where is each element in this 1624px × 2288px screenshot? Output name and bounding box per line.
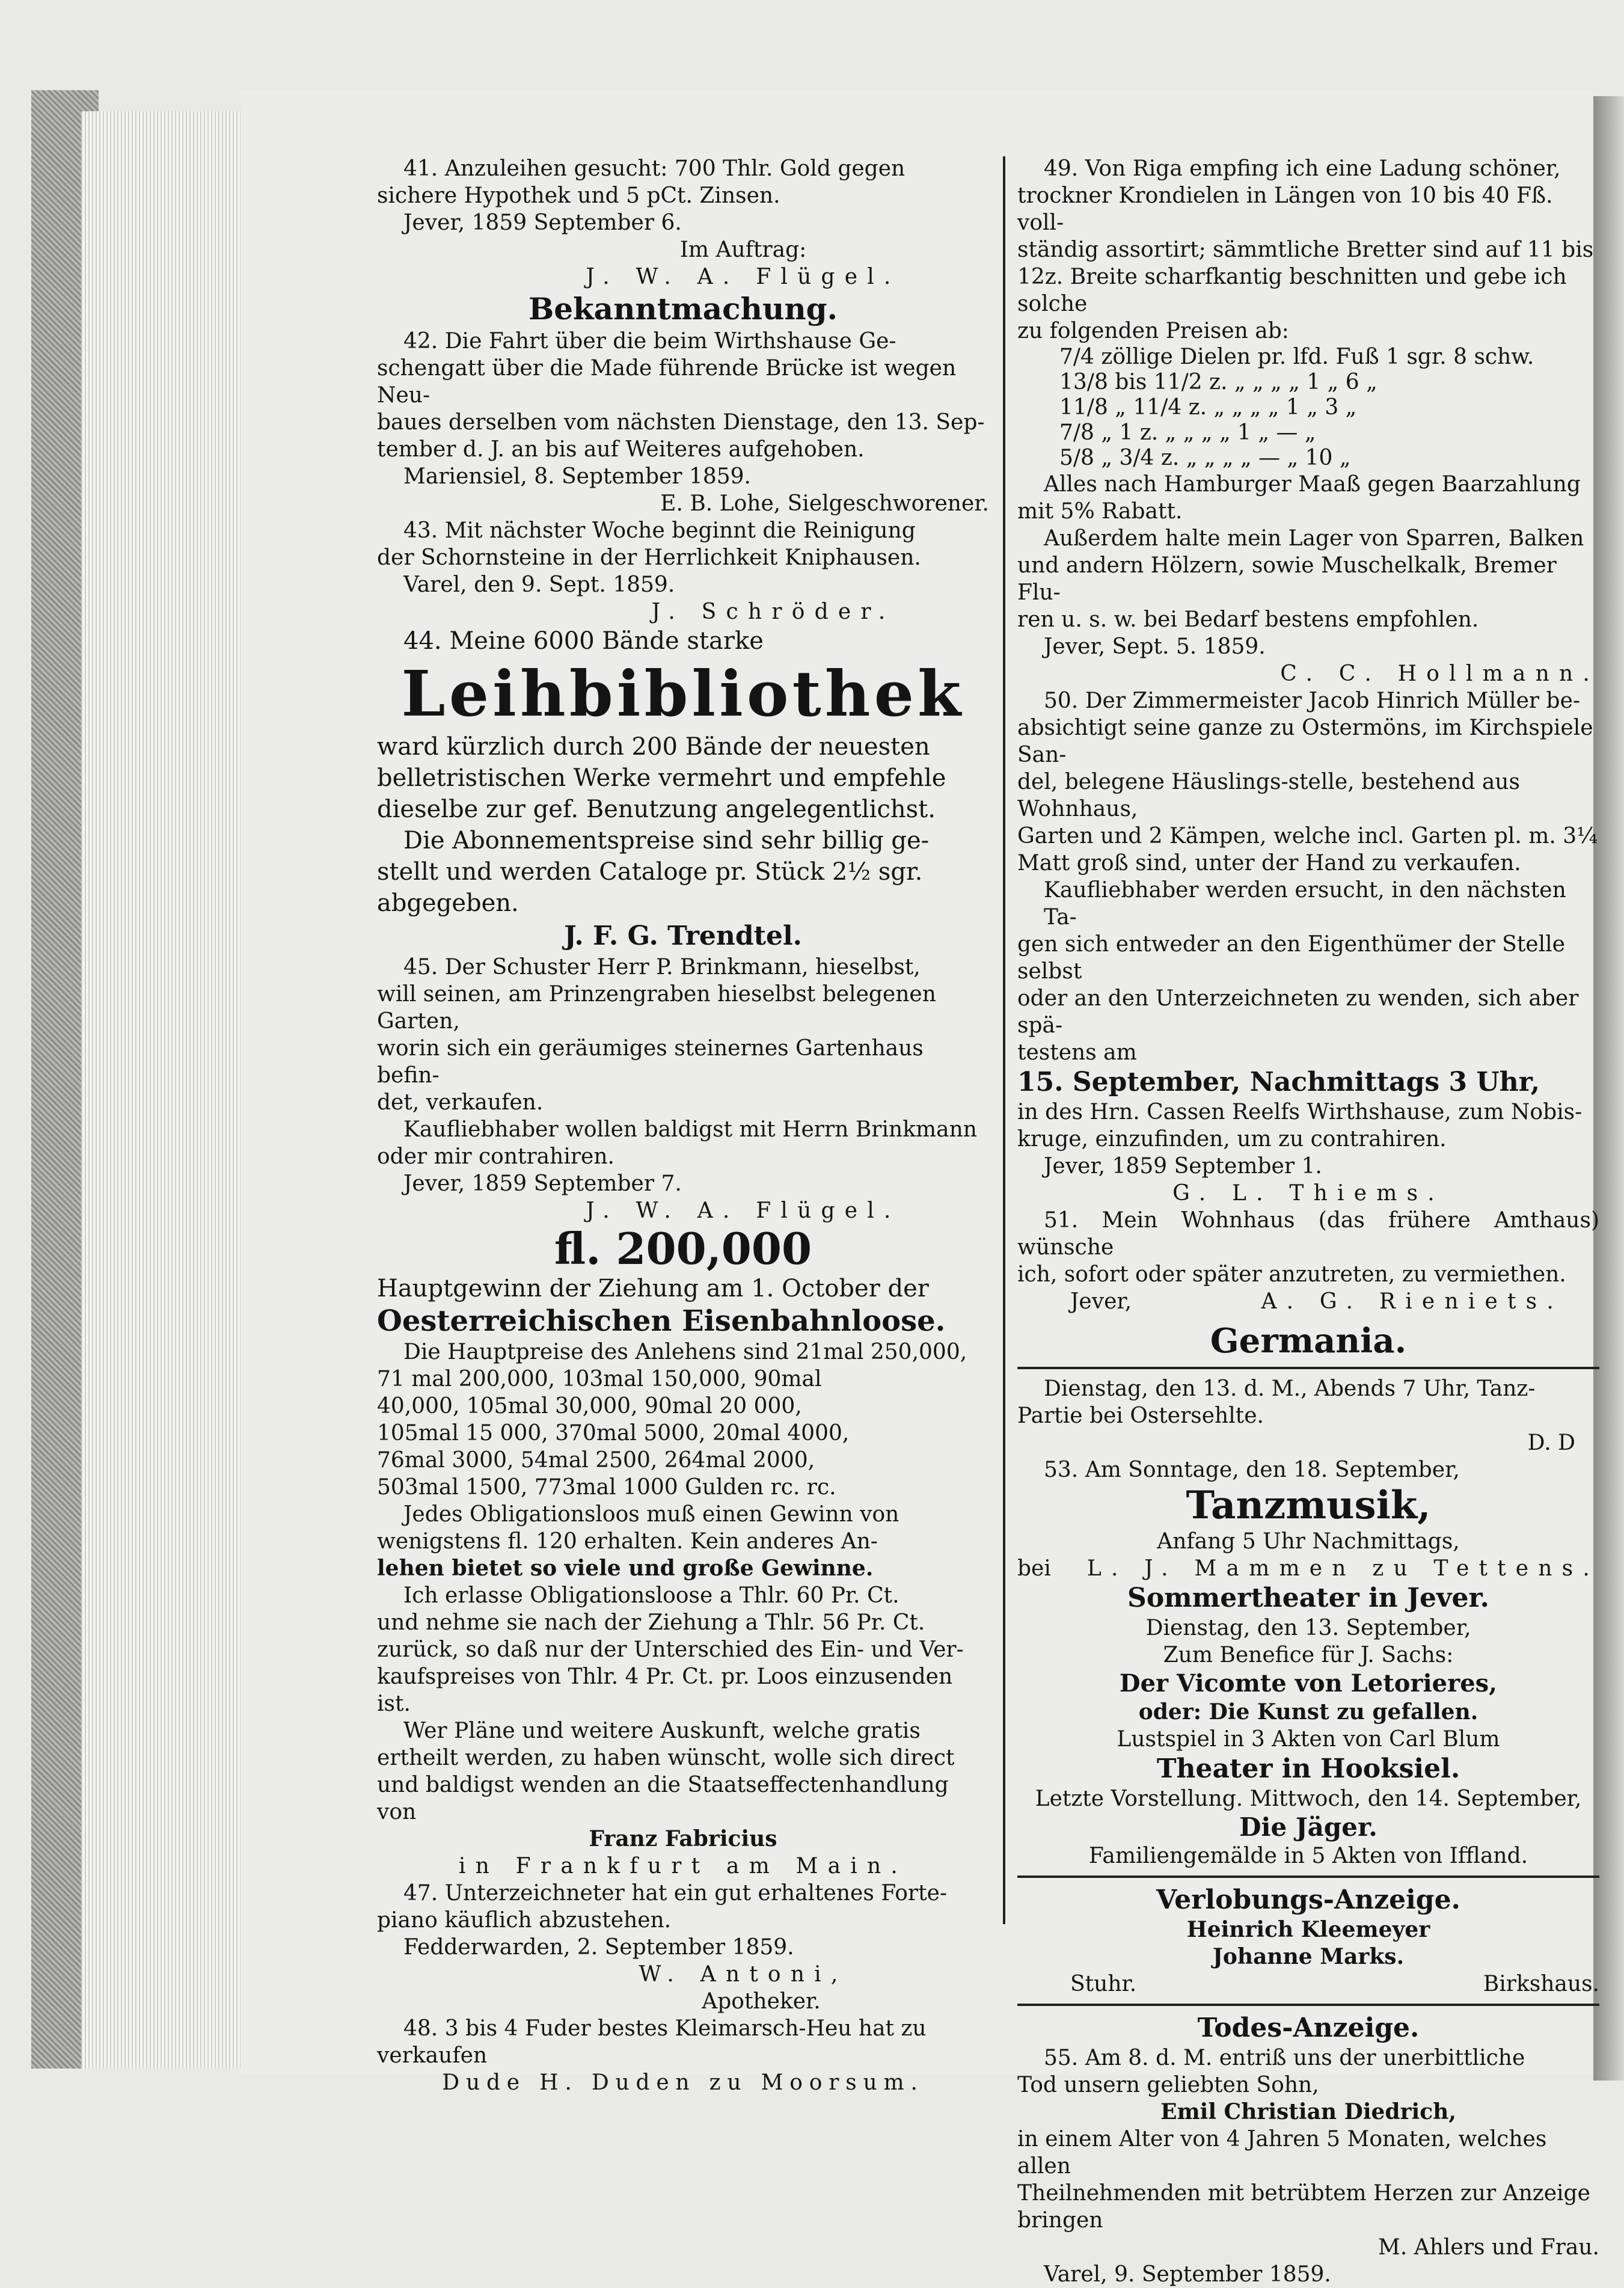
text-line: kruge, einzufinden, um zu contrahiren.: [1017, 1127, 1447, 1152]
text-line: 41. Anzuleihen gesucht: 700 Thlr. Gold gegen: [403, 156, 905, 181]
left-column: [377, 155, 989, 2096]
heading-bekanntmachung: Bekanntmachung.: [528, 291, 838, 327]
text-line: Birkshaus.: [1483, 1972, 1599, 1996]
text-line: Die Hauptpreise des Anlehens sind 21mal 250,000,: [403, 1340, 967, 1364]
price-row: 13/8 bis 11/2 z. „ „ „ „ 1 „ 6 „: [1059, 370, 1377, 394]
ad-46: [377, 1224, 989, 1880]
signature: J. W. A. Flügel.: [586, 1198, 901, 1223]
text-line: Dienstag, den 13. September,: [1145, 1616, 1471, 1640]
text-line: Stuhr.: [1070, 1972, 1137, 1996]
heading-eisenbahnloose: Oesterreichischen Eisenbahnloose.: [377, 1304, 946, 1338]
text-line: 50. Der Zimmermeister Jacob Hinrich Müller be-: [1044, 689, 1581, 713]
text-line: det, verkaufen.: [377, 1090, 544, 1115]
text-line: stellt und werden Cataloge pr. Stück 2½ sgr.: [377, 858, 923, 886]
text-line: Anfang 5 Uhr Nachmittags,: [1157, 1529, 1460, 1554]
text-line: Wer Pläne und weitere Auskunft, welche gratis: [403, 1719, 921, 1743]
divider: [1017, 1875, 1599, 1878]
text-line: belletristischen Werke vermehrt und empfehle: [377, 764, 946, 792]
price-row: 7/8 „ 1 z. „ „ „ „ 1 „ — „: [1059, 420, 1316, 445]
text-line: verkaufen: [377, 2043, 488, 2068]
text-line: 48. 3 bis 4 Fuder bestes Kleimarsch-Heu hat zu: [403, 2016, 927, 2041]
text-line: Apotheker.: [702, 1989, 821, 2014]
ad-44: [377, 625, 989, 954]
date-highlight: 15. September, Nachmittags 3 Uhr,: [1017, 1067, 1540, 1097]
signature-row: [1017, 1971, 1599, 1998]
text-line: ertheilt werden, zu haben wünscht, wolle sich direct: [377, 1746, 955, 1770]
text-line: abgegeben.: [377, 889, 519, 917]
text-line: Jedes Obligationsloos muß einen Gewinn von: [403, 1502, 899, 1527]
text-line: 503mal 1500, 773mal 1000 Gulden rc. rc.: [377, 1475, 836, 1500]
text-line: Fedderwarden, 2. September 1859.: [403, 1935, 794, 1960]
heading-fl-200000: fl. 200,000: [554, 1223, 812, 1274]
page-stack-edges: [81, 111, 242, 2069]
text-line: Heinrich Kleemeyer: [1186, 1917, 1430, 1942]
text-line: Jever,: [1070, 1289, 1132, 1314]
text-line: wenigstens fl. 120 erhalten. Kein anderes An-: [377, 1529, 878, 1554]
heading-sommertheater: Sommertheater in Jever.: [1127, 1583, 1489, 1613]
divider: [1017, 2004, 1599, 2006]
text-line: 47. Unterzeichneter hat ein gut erhaltenes Forte-: [403, 1881, 948, 1906]
text-line: Varel, den 9. Sept. 1859.: [403, 572, 675, 597]
text-line: 55. Am 8. d. M. entriß uns der unerbittliche: [1044, 2046, 1525, 2070]
signature: M. Ahlers und Frau.: [1377, 2235, 1599, 2260]
text-line: del, belegene Häuslings-stelle, bestehend aus Wohnhaus,: [1017, 770, 1520, 821]
ad-47: [377, 1880, 989, 2015]
heading-germania: Germania.: [1210, 1321, 1407, 1361]
text-line: Garten und 2 Kämpen, welche incl. Garten pl. m. 3¼: [1017, 824, 1598, 848]
text-line: 49. Von Riga empfing ich eine Ladung schöner,: [1044, 156, 1561, 181]
text-line: piano käuflich abzustehen.: [377, 1908, 672, 1933]
ad-48: [377, 2015, 989, 2096]
text-line: Ich erlasse Obligationsloose a Thlr. 60 Pr. Ct.: [403, 1583, 899, 1608]
text-line: lehen bietet so viele und große Gewinne.: [377, 1556, 874, 1581]
text-line: 44. Meine 6000 Bände starke: [403, 627, 764, 655]
right-column: [1017, 155, 1599, 2288]
signature: G. L. Thiems.: [1172, 1181, 1444, 1206]
text-line: will seinen, am Prinzengraben hieselbst belegenen Garten,: [377, 982, 936, 1034]
text-line: Matt groß sind, unter der Hand zu verkaufen.: [1017, 851, 1521, 876]
divider: [1017, 1367, 1599, 1369]
signature: E. B. Lohe, Sielgeschworener.: [660, 491, 989, 516]
text-line: Tod unsern geliebten Sohn,: [1017, 2073, 1319, 2097]
text-line: oder: Die Kunst zu gefallen.: [1138, 1699, 1478, 1725]
ad-todes: [1017, 2012, 1599, 2288]
text-line: Der Vicomte von Letorieres,: [1119, 1669, 1498, 1698]
ad-hooksiel: [1017, 1753, 1599, 1869]
price-row: 11/8 „ 11/4 z. „ „ „ „ 1 „ 3 „: [1059, 395, 1357, 420]
text-line: 76mal 3000, 54mal 2500, 264mal 2000,: [377, 1448, 815, 1473]
signature-row: [1017, 1288, 1599, 1315]
text-line: Partie bei Ostersehlte.: [1017, 1403, 1264, 1428]
ad-53: [1017, 1456, 1599, 1582]
text-line: sichere Hypothek und 5 pCt. Zinsen.: [377, 183, 780, 208]
text-line: oder mir contrahiren.: [377, 1144, 614, 1169]
text-line: und andern Hölzern, sowie Muschelkalk, Bremer Flu-: [1017, 553, 1557, 605]
text-line: Jever, 1859 September 1.: [1044, 1154, 1322, 1179]
text-line: Kaufliebhaber wollen baldigst mit Herrn Brinkmann: [403, 1117, 977, 1142]
text-line: Die Abonnementspreise sind sehr billig ge-: [403, 827, 930, 854]
text-line: 51. Mein Wohnhaus (das frühere Amthaus) wünsche: [1017, 1208, 1599, 1260]
text-line: in Frankfurt am Main.: [458, 1854, 908, 1879]
text-line: Mariensiel, 8. September 1859.: [403, 464, 752, 489]
signature: C. C. Hollmann.: [1280, 661, 1599, 686]
signature: D. D: [1527, 1431, 1575, 1455]
text-line: Alles nach Hamburger Maaß gegen Baarzahlung: [1044, 472, 1581, 497]
text-line: in des Hrn. Cassen Reelfs Wirthshause, zum Nobis-: [1017, 1100, 1583, 1124]
text-line: Jever, 1859 September 7.: [403, 1171, 682, 1196]
text-line: Dienstag, den 13. d. M., Abends 7 Uhr, Tanz-: [1044, 1376, 1536, 1401]
text-line: in einem Alter von 4 Jahren 5 Monaten, welches allen: [1017, 2127, 1547, 2179]
text-line: Theilnehmenden mit betrübtem Herzen zur Anzeige bringen: [1017, 2181, 1590, 2233]
text-line: 12z. Breite scharfkantig beschnitten und gebe ich solche: [1017, 265, 1567, 316]
text-line: Die Jäger.: [1239, 1812, 1377, 1842]
text-line: 71 mal 200,000, 103mal 150,000, 90mal: [377, 1367, 822, 1391]
text-line: Franz Fabricius: [589, 1826, 777, 1851]
text-line: ich, sofort oder später anzutreten, zu vermiethen.: [1017, 1262, 1566, 1287]
text-line: 53. Am Sonntage, den 18. September,: [1044, 1458, 1460, 1482]
text-line: worin sich ein geräumiges steinernes Gartenhaus befin-: [377, 1036, 924, 1088]
signature: A. G. Rieniets.: [1261, 1289, 1563, 1314]
text-line: und baldigst wenden an die Staatseffectenhandlung von: [377, 1773, 949, 1824]
text-line: oder an den Unterzeichneten zu wenden, sich aber spä-: [1017, 986, 1579, 1038]
text-line: Jever, Sept. 5. 1859.: [1044, 634, 1266, 659]
text-line: tember d. J. an bis auf Weiteres aufgehoben.: [377, 437, 865, 462]
text-line: dieselbe zur gef. Benutzung angelegentlichst.: [377, 796, 936, 823]
text-line: mit 5% Rabatt.: [1017, 499, 1183, 524]
text-line: Kaufliebhaber werden ersucht, in den nächsten Ta-: [1044, 878, 1566, 930]
signature: L. J. Mammen zu Tettens.: [1086, 1556, 1599, 1581]
text-line: Außerdem halte mein Lager von Sparren, Balken: [1044, 526, 1584, 551]
signature: J. F. G. Trendtel.: [564, 921, 802, 951]
text-line: Johanne Marks.: [1212, 1944, 1405, 1969]
text-line: ren u. s. w. bei Bedarf bestens empfohlen.: [1017, 607, 1479, 632]
heading-leihbibliothek: Leihbibliothek: [401, 657, 965, 731]
signature-row: [1017, 1555, 1599, 1582]
text-line: 40,000, 105mal 30,000, 90mal 20 000,: [377, 1394, 802, 1418]
signature: W. Antoni,: [639, 1962, 848, 1987]
ad-52: [1017, 1375, 1599, 1456]
text-line: zu folgenden Preisen ab:: [1017, 319, 1289, 343]
text-line: 45. Der Schuster Herr P. Brinkmann, hieselbst,: [403, 955, 921, 980]
text-line: ward kürzlich durch 200 Bände der neuesten: [377, 733, 930, 761]
text-line: Familiengemälde in 5 Akten von Iffland.: [1088, 1844, 1528, 1868]
text-line: ständig assortirt; sämmtliche Bretter sind auf 11 bis: [1017, 238, 1594, 262]
ad-51: [1017, 1207, 1599, 1315]
ad-42: [377, 328, 989, 517]
text-line: Emil Christian Diedrich,: [1160, 2099, 1456, 2124]
signature: J. W. A. Flügel.: [586, 265, 901, 289]
text-line: trockner Krondielen in Längen von 10 bis 40 Fß. voll-: [1017, 183, 1553, 235]
text-line: und nehme sie nach der Ziehung a Thlr. 56 Pr. Ct.: [377, 1610, 925, 1635]
heading-todes: Todes-Anzeige.: [1197, 2013, 1420, 2043]
text-line: Lustspiel in 3 Akten von Carl Blum: [1117, 1727, 1500, 1752]
text-line: 42. Die Fahrt über die beim Wirthshause Ge-: [403, 329, 896, 354]
text-line: Im Auftrag:: [679, 238, 807, 262]
ad-41: [377, 155, 989, 290]
text-line: 105mal 15 000, 370mal 5000, 20mal 4000,: [377, 1421, 850, 1446]
text-line: Varel, 9. September 1859.: [1044, 2262, 1331, 2287]
text-line: Letzte Vorstellung. Mittwoch, den 14. September,: [1035, 1787, 1582, 1811]
text-line: gen sich entweder an den Eigenthümer der Stelle selbst: [1017, 932, 1565, 984]
signature: J. Schröder.: [651, 600, 895, 624]
ad-45: [377, 954, 989, 1224]
text-line: schengatt über die Made führende Brücke ist wegen Neu-: [377, 356, 957, 408]
ad-43: [377, 517, 989, 625]
text-line: bei: [1017, 1556, 1051, 1581]
heading-tanzmusik: Tanzmusik,: [1186, 1483, 1431, 1528]
text-line: absichtigt seine ganze zu Ostermöns, im Kirchspiele San-: [1017, 716, 1593, 767]
text-line: zurück, so daß nur der Unterschied des Ein- und Ver-: [377, 1637, 964, 1662]
ad-verlobung: [1017, 1884, 1599, 1998]
text-line: Zum Benefice für J. Sachs:: [1163, 1643, 1454, 1667]
price-row: 7/4 zöllige Dielen pr. lfd. Fuß 1 sgr. 8 schw.: [1059, 345, 1534, 369]
text-line: 43. Mit nächster Woche beginnt die Reinigung: [403, 518, 916, 543]
price-row: 5/8 „ 3/4 z. „ „ „ „ — „ 10 „: [1059, 446, 1351, 470]
text-line: kaufspreises von Thlr. 4 Pr. Ct. pr. Loos einzusenden ist.: [377, 1664, 953, 1716]
ad-49: [1017, 155, 1599, 687]
text-line: testens am: [1017, 1040, 1137, 1065]
text-line: baues derselben vom nächsten Dienstage, den 13. Sep-: [377, 410, 985, 435]
text-line: Hauptgewinn der Ziehung am 1. October der: [377, 1275, 929, 1302]
price-table: [1017, 345, 1599, 471]
column-divider: [1003, 156, 1005, 1924]
ad-sommertheater: [1017, 1582, 1599, 1753]
signature: Dude H. Duden zu Moorsum.: [442, 2070, 924, 2095]
text-line: Jever, 1859 September 6.: [403, 210, 682, 235]
heading-verlobung: Verlobungs-Anzeige.: [1156, 1885, 1460, 1915]
text-line: der Schornsteine in der Herrlichkeit Kniphausen.: [377, 545, 921, 570]
heading-hooksiel: Theater in Hooksiel.: [1156, 1753, 1460, 1784]
ad-50: [1017, 687, 1599, 1207]
